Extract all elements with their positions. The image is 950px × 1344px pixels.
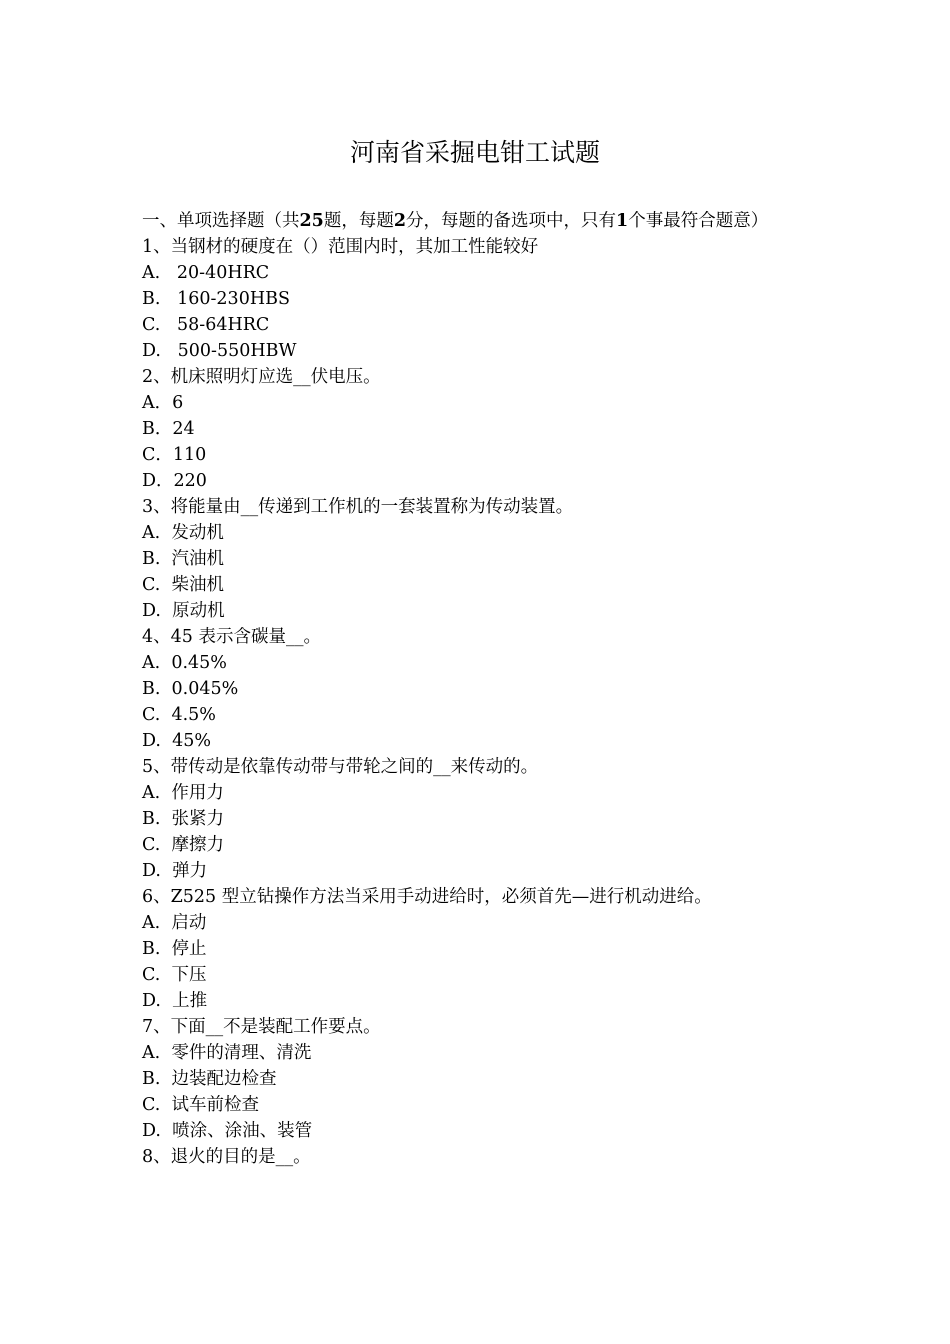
answer-option: D. 500-550HBW — [142, 341, 297, 361]
answer-option: D. 上推 — [142, 991, 208, 1011]
answer-option: C. 摩擦力 — [142, 835, 224, 855]
section-heading-part: 分，每题的备选项中，只有 — [406, 211, 617, 231]
document-title: 河南省采掘电钳工试题 — [349, 138, 600, 167]
question-list — [142, 234, 812, 1170]
answer-option: D. 弹力 — [142, 861, 208, 881]
correct-option-count: 1 — [616, 211, 629, 231]
answer-option: C. 4.5% — [142, 705, 216, 725]
answer-option: A. 0.45% — [142, 653, 227, 673]
question-stem: 2、机床照明灯应选__伏电压。 — [142, 367, 381, 387]
answer-option: A. 零件的清理、清洗 — [142, 1043, 312, 1063]
answer-option: B. 停止 — [142, 939, 207, 959]
answer-option: D. 原动机 — [142, 601, 225, 621]
answer-option: B. 张紧力 — [142, 809, 225, 829]
answer-option: C. 下压 — [142, 965, 207, 985]
answer-option: B. 汽油机 — [142, 549, 225, 569]
question-stem: 5、带传动是依靠传动带与带轮之间的__来传动的。 — [142, 757, 539, 777]
section-heading-part: 题，每题 — [323, 211, 394, 231]
answer-option: B. 0.045% — [142, 679, 239, 699]
answer-option: C. 试车前检查 — [142, 1095, 259, 1115]
question-stem: 8、退火的目的是__。 — [142, 1147, 311, 1167]
section-heading — [142, 208, 812, 234]
answer-option: A．6 — [142, 393, 184, 413]
question-count: 25 — [299, 211, 324, 231]
document-body — [142, 208, 812, 1170]
question-stem: 1、当钢材的硬度在（）范围内时，其加工性能较好 — [142, 237, 539, 257]
answer-option: C. 柴油机 — [142, 575, 224, 595]
section-heading-part: 个事最符合题意） — [628, 211, 769, 231]
section-heading-part: 一、单项选择题（共 — [142, 211, 300, 231]
question-stem: 6、Z525 型立钻操作方法当采用手动进给时，必须首先—进行机动进给。 — [142, 887, 712, 907]
answer-option: A. 作用力 — [142, 783, 224, 803]
answer-option: D．220 — [142, 471, 207, 491]
question-stem: 3、将能量由__传递到工作机的一套装置称为传动装置。 — [142, 497, 574, 517]
answer-option: B．24 — [142, 419, 195, 439]
question-stem: 4、45 表示含碳量__。 — [142, 627, 321, 647]
answer-option: B. 边装配边检查 — [142, 1069, 277, 1089]
answer-option: A. 发动机 — [142, 523, 224, 543]
answer-option: C. 58-64HRC — [142, 315, 270, 335]
question-stem: 7、下面__不是装配工作要点。 — [142, 1017, 381, 1037]
points-per-question: 2 — [393, 211, 407, 231]
answer-option: A. 启动 — [142, 913, 207, 933]
answer-option: D. 45% — [142, 731, 211, 751]
answer-option: C．110 — [142, 445, 207, 465]
answer-option: A. 20-40HRC — [142, 263, 270, 283]
answer-option: B. 160-230HBS — [142, 289, 290, 309]
answer-option: D. 喷涂、涂油、装管 — [142, 1121, 313, 1141]
